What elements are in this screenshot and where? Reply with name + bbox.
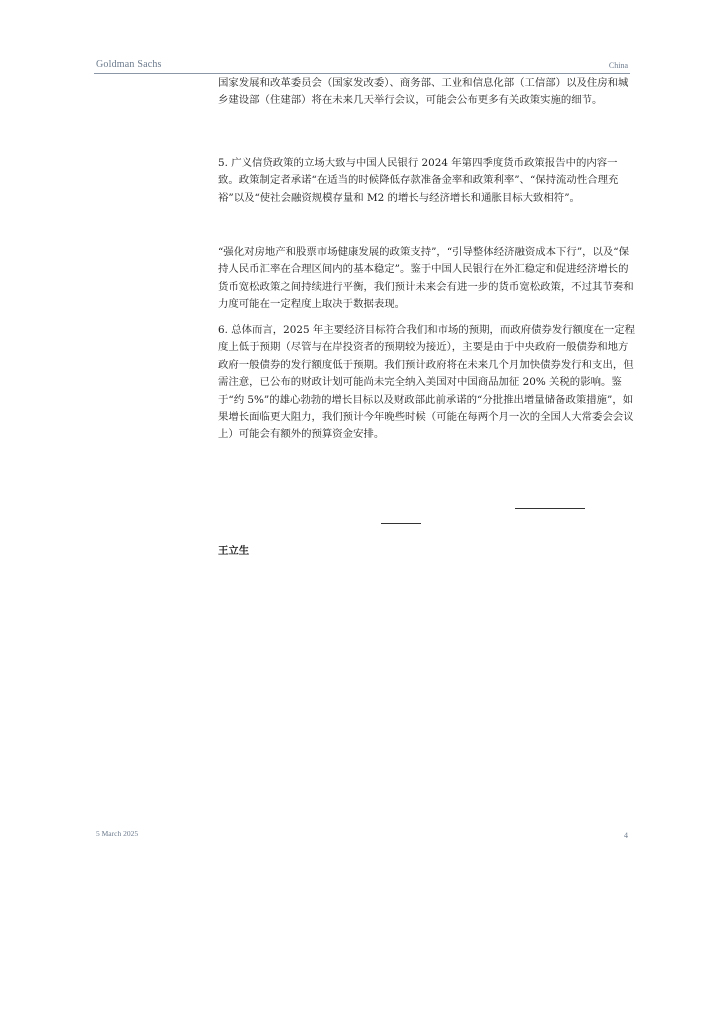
divider-line [515,508,585,509]
footer-date: 5 March 2025 [96,829,139,838]
paragraph-text: 5. 广义信贷政策的立场大致与中国人民银行 2024 年第四季度货币政策报告中的内容一致。政策制定者承诺“在适当的时候降低存款准备金率和政策利率”、“保持流动性合理充裕”以及“使社会融资规模存量和 M2 的增长与经济增长和通胀目标大致相符”。 [218,157,619,204]
header-region: China [608,61,628,70]
author-signature: 王立生 [218,545,250,557]
paragraph-agencies [218,75,638,110]
paragraph-text: 国家发展和改革委员会（国家发改委）、商务部、工业和信息化部（工信部）以及住房和城乡建设部（住建部）将在未来几天举行会议，可能会公布更多有关政策实施的细节。 [218,77,629,107]
paragraph-credit-policy [218,155,638,207]
divider-line [381,523,421,524]
page-number: 4 [624,831,628,840]
header-divider [94,73,630,74]
paragraph-overall [218,322,638,444]
header-brand: Goldman Sachs [96,59,162,70]
paragraph-policy-support [218,244,638,314]
paragraph-text: “强化对房地产和股票市场健康发展的政策支持”，“引导整体经济融资成本下行”，以及“保持人民币汇率在合理区间内的基本稳定”。鉴于中国人民银行在外汇稳定和促进经济增长的货币宽松政策之间持续进行平衡，我们预计未来会有进一步的货币宽松政策，不过其节奏和力度可能在一定程度上取决于数据表现。 [218,246,634,311]
paragraph-text: 6. 总体而言，2025 年主要经济目标符合我们和市场的预期，而政府债券发行额度在一定程度上低于预期（尽管与在岸投资者的预期较为接近），主要是由于中央政府一般债券和地方政府一般债券的发行额度低于预期。我们预计政府将在未来几个月加快债券发行和支出，但需注意，已公布的财政计划可能尚未完全纳入美国对中国商品加征 20% 关税的影响。鉴于“约 5%”的雄心勃勃的增长目标以及财政部此前承诺的“分批推出增量储备政策措施”，如果增长面临更大阻力，我们预计今年晚些时候（可能在每两个月一次的全国人大常委会会议上）可能会有额外的预算资金安排。 [218,324,636,441]
